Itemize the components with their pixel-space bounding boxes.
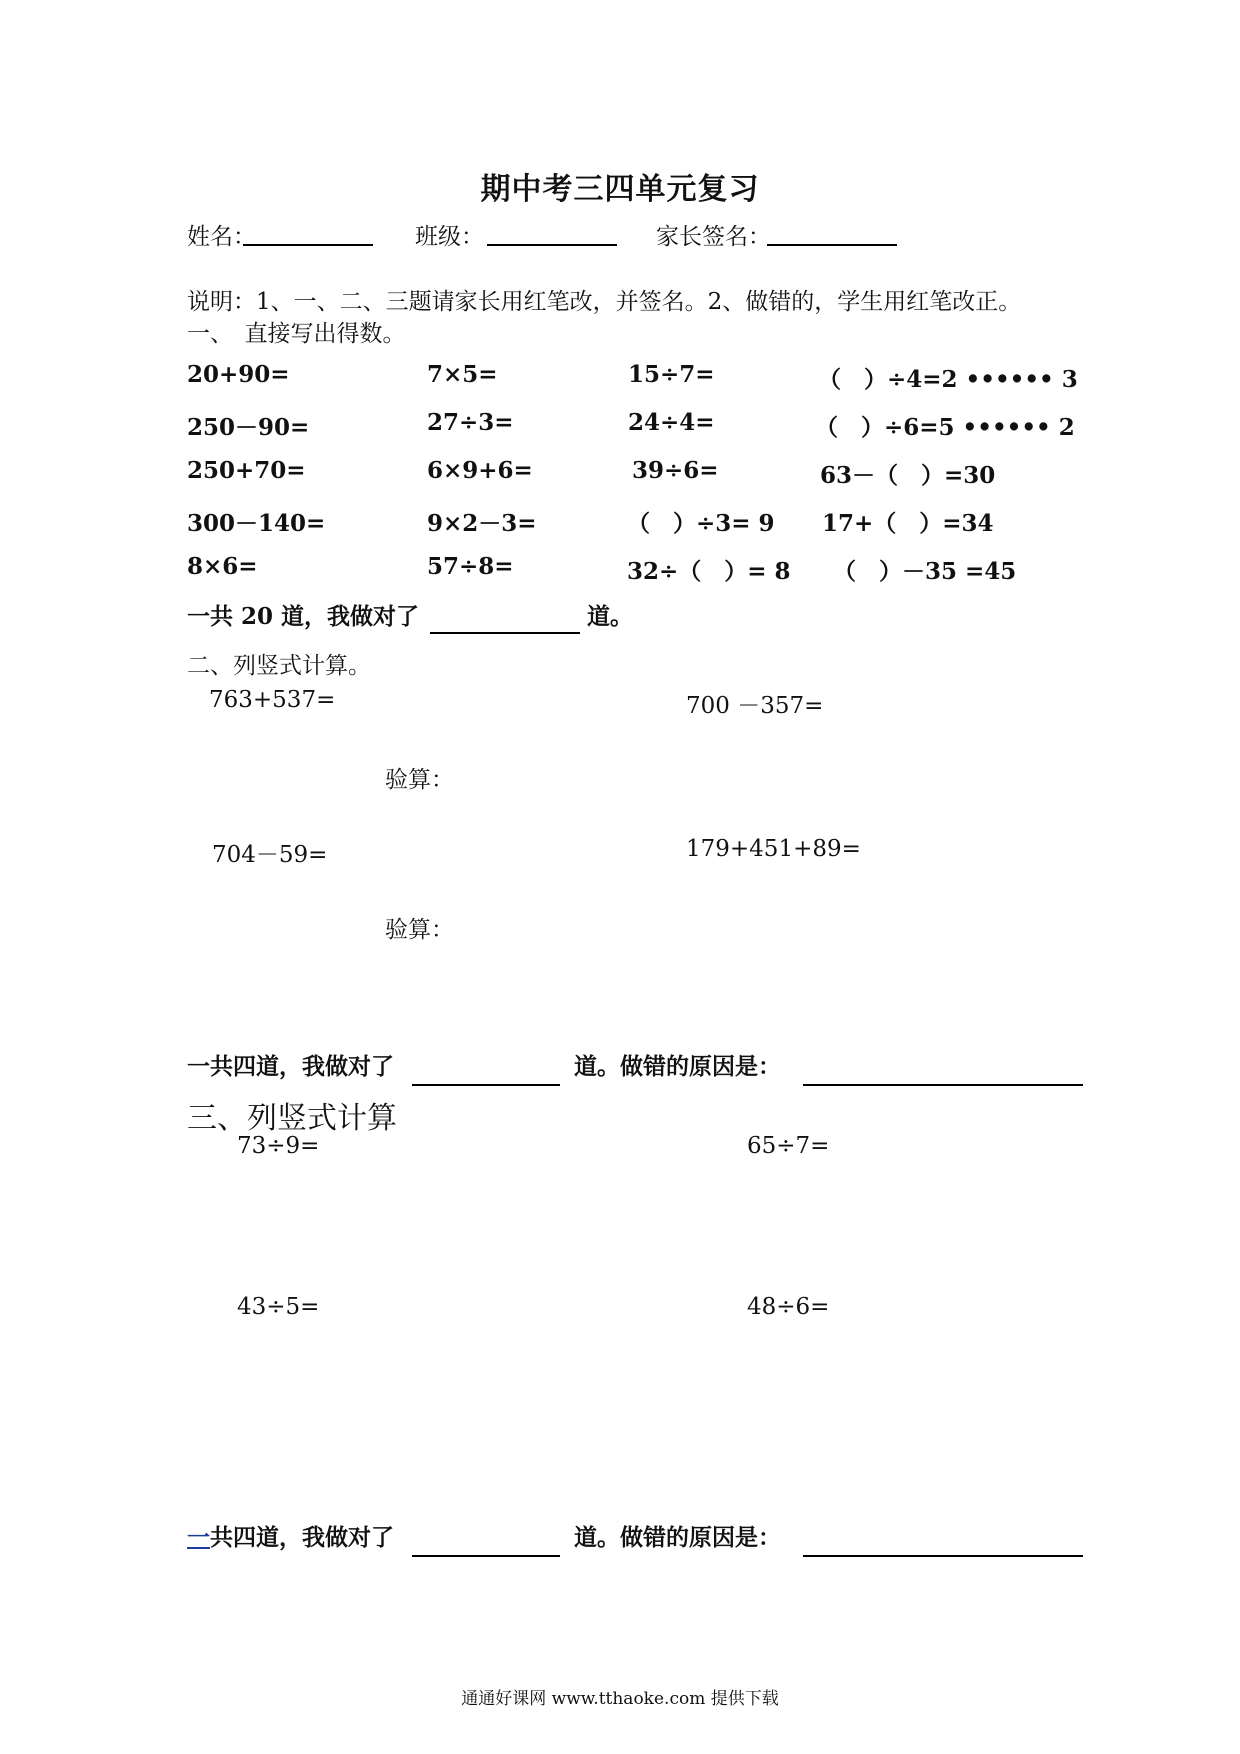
check-label-2: 验算： [385,917,454,943]
problem-2-4: （ ）÷6=5 •••••• 2 [815,414,1075,441]
section2-score-blank[interactable] [412,1084,560,1086]
section3-problem-2: 65÷7= [747,1133,830,1159]
section3-reason-blank[interactable] [803,1555,1083,1557]
section2-score-suffix: 道。做错的原因是： [574,1053,781,1080]
section3-score-text [187,1519,394,1552]
problem-5-2: 57÷8= [427,553,514,580]
problem-3-3: 39÷6= [632,457,719,484]
problem-5-4: （ ）－35 =45 [833,558,1017,585]
class-label: 班级： [415,224,484,250]
problem-4-3: （ ）÷3= 9 [627,510,775,537]
page-title: 期中考三四单元复习 [480,172,760,207]
problem-3-1: 250+70= [187,457,306,484]
section1-score-text: 一共 20 道，我做对了 [187,603,420,630]
problem-2-2: 27÷3= [427,409,514,436]
section2-problem-4: 179+451+89= [686,836,861,862]
section3-score-first-char: 一 [187,1524,210,1551]
section2-score-text: 一共四道，我做对了 [187,1053,394,1080]
problem-5-1: 8×6= [187,553,258,580]
problem-1-1: 20+90= [187,361,290,388]
problem-1-4: （ ）÷4=2 •••••• 3 [818,366,1078,393]
section2-title: 二、列竖式计算。 [187,653,371,679]
name-label: 姓名： [187,224,256,250]
problem-5-3: 32÷（ ）= 8 [627,558,791,585]
check-label-1: 验算： [385,767,454,793]
problem-4-4: 17+（ ）=34 [822,510,994,537]
problem-2-1: 250－90= [187,414,310,441]
footer-credit: 通通好课网 www.tthaoke.com 提供下载 [461,1689,779,1709]
section3-problem-4: 48÷6= [747,1294,830,1320]
section3-score-rest: 共四道，我做对了 [210,1524,394,1551]
problem-1-2: 7×5= [427,361,498,388]
section2-reason-blank[interactable] [803,1084,1083,1086]
section2-problem-1: 763+537= [209,687,336,713]
section3-problem-3: 43÷5= [237,1294,320,1320]
section2-problem-2: 700 －357= [686,693,824,719]
section3-score-blank[interactable] [412,1555,560,1557]
class-blank[interactable] [487,244,617,246]
section3-title: 三、列竖式计算 [187,1101,397,1136]
parent-signature-blank[interactable] [767,244,897,246]
problem-2-3: 24÷4= [628,409,715,436]
problem-4-2: 9×2－3= [427,510,537,537]
section3-score-suffix: 道。做错的原因是： [574,1524,781,1551]
problem-1-3: 15÷7= [628,361,715,388]
problem-4-1: 300－140= [187,510,326,537]
section1-title: 一、 直接写出得数。 [187,321,406,347]
name-blank[interactable] [243,244,373,246]
section3-problem-1: 73÷9= [237,1133,320,1159]
section1-score-blank[interactable] [430,632,580,634]
problem-3-4: 63－（ ）=30 [820,462,996,489]
instructions: 说明：1、一、二、三题请家长用红笔改，并签名。2、做错的，学生用红笔改正。 [187,289,1022,315]
section2-problem-3: 704－59= [212,842,328,868]
parent-signature-label: 家长签名： [656,224,771,250]
problem-3-2: 6×9+6= [427,457,533,484]
section1-score-suffix: 道。 [587,603,633,630]
